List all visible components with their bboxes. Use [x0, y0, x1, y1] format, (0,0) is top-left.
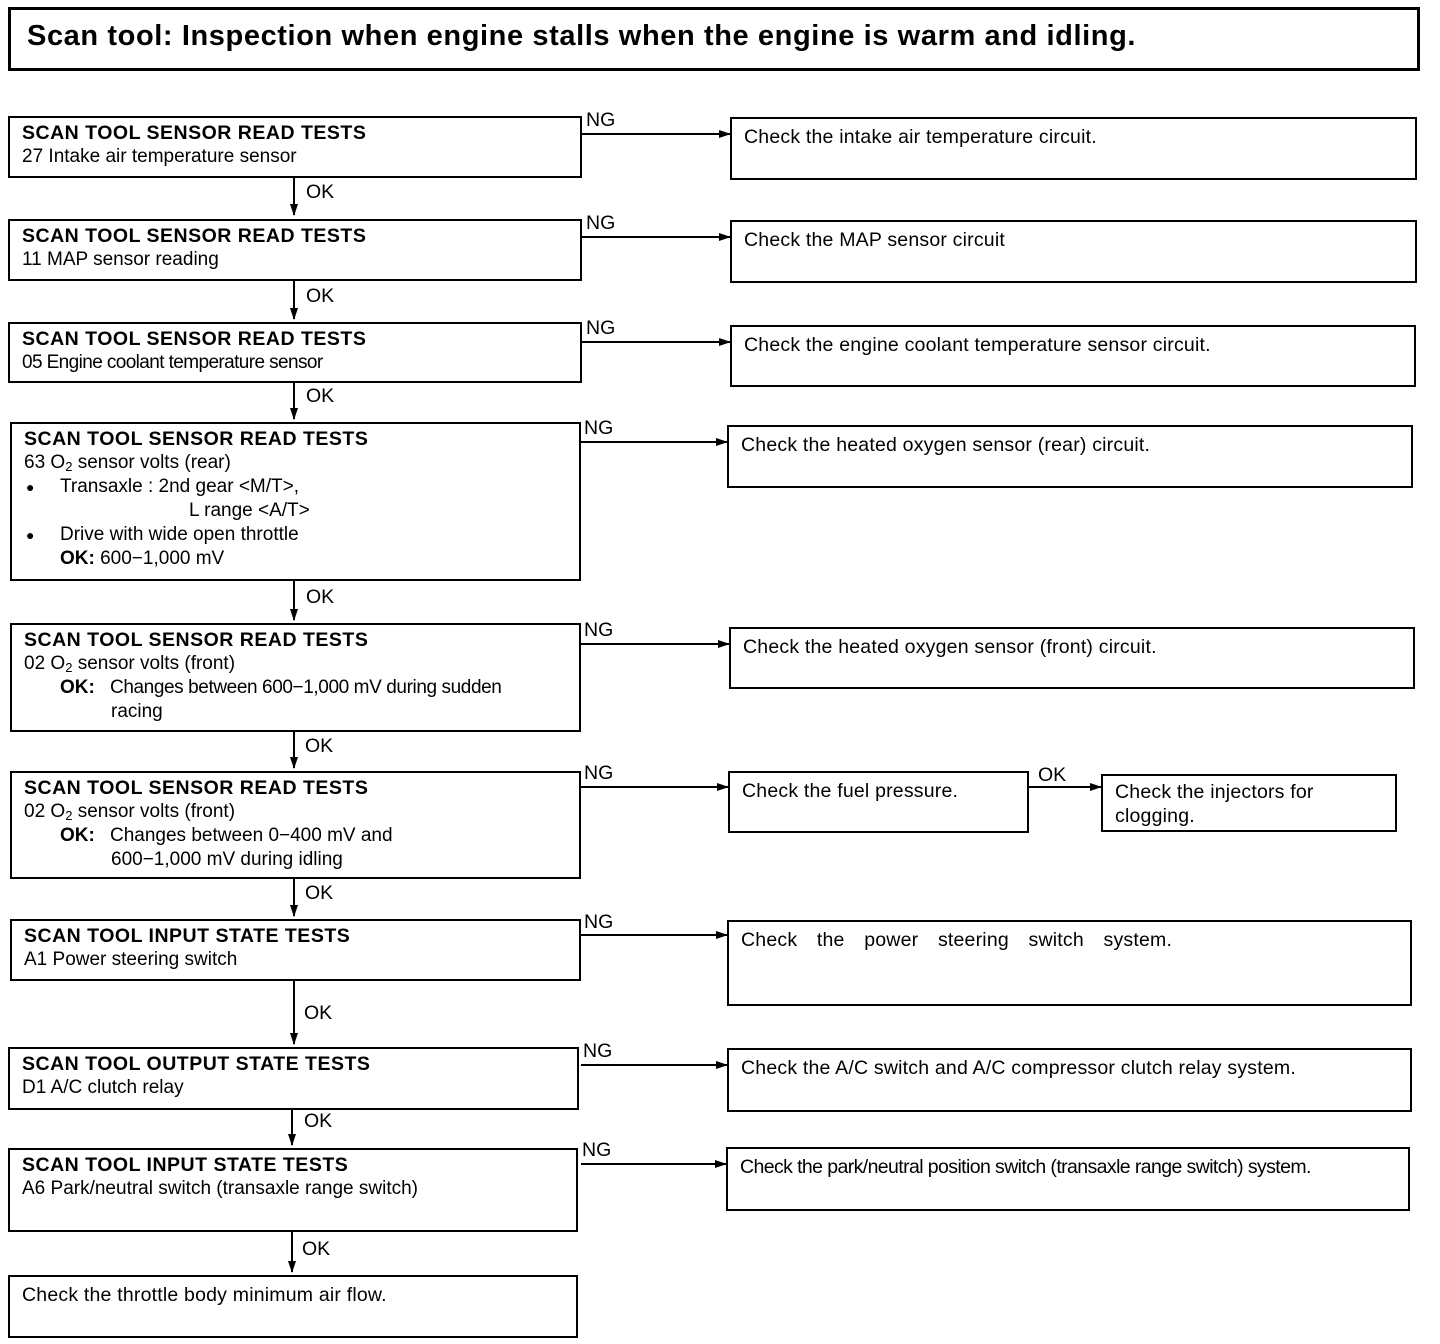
ok-label-4: OK [306, 586, 335, 608]
ng-action-text: Check the engine coolant temperature sensor circuit. [744, 334, 1211, 356]
test-heading: SCAN TOOL INPUT STATE TESTS [24, 925, 351, 947]
ng-action-text: Check the power steering switch system. [741, 929, 1173, 951]
test-item: 27 Intake air temperature sensor [22, 146, 297, 167]
test-heading: SCAN TOOL SENSOR READ TESTS [24, 629, 369, 651]
ng-ok-action-line1: Check the injectors for [1115, 781, 1314, 803]
test-heading: SCAN TOOL OUTPUT STATE TESTS [22, 1053, 371, 1075]
test-box-5 [10, 623, 581, 732]
ng-action-box-6 [728, 771, 1029, 833]
ng-action-text: Check the intake air temperature circuit. [744, 126, 1097, 148]
ok-label-3: OK [306, 385, 335, 407]
ng-action-text: Check the A/C switch and A/C compressor clutch relay system. [741, 1057, 1296, 1079]
ng-action-text: Check the heated oxygen sensor (front) circuit. [743, 636, 1157, 658]
ok-label-9: OK [302, 1238, 331, 1260]
test-heading: SCAN TOOL SENSOR READ TESTS [22, 225, 367, 247]
ng-action-text: Check the park/neutral position switch (transaxle range switch) system. [740, 1156, 1311, 1178]
ok-label-8: OK [304, 1110, 333, 1132]
test-heading: SCAN TOOL INPUT STATE TESTS [22, 1154, 349, 1176]
test-heading: SCAN TOOL SENSOR READ TESTS [22, 122, 367, 144]
ng-action-box-3 [730, 325, 1416, 387]
ok-criteria: OK: 600−1,000 mV [60, 548, 225, 569]
ng-action-box-7 [727, 920, 1412, 1006]
ng-action-text: Check the heated oxygen sensor (rear) circuit. [741, 434, 1151, 456]
ok-label-fuel: OK [1038, 764, 1067, 786]
ok-label-6: OK [305, 882, 334, 904]
fuel-ok-action-box [1101, 774, 1397, 832]
ng-label-8: NG [583, 1040, 613, 1062]
ok-criteria-continued: racing [111, 701, 163, 722]
test-box-1 [8, 116, 582, 178]
ok-label-7: OK [304, 1002, 333, 1024]
test-item: 11 MAP sensor reading [22, 249, 219, 270]
condition-continued: L range <A/T> [189, 500, 310, 521]
test-box-8 [8, 1047, 579, 1110]
ng-label-3: NG [586, 317, 616, 339]
ng-label-9: NG [582, 1139, 612, 1161]
ok-criteria-continued: 600−1,000 mV during idling [111, 849, 343, 870]
ng-action-text: Check the MAP sensor circuit [744, 229, 1006, 251]
test-item: 63 $O_2$ sensor volts (rear) [24, 452, 231, 474]
ok-criteria: OK: Changes between 0−400 mV and [60, 825, 393, 846]
ng-label-5: NG [584, 619, 614, 641]
test-box-6 [10, 771, 581, 879]
test-item: 02 $O_2$ sensor volts (front) [24, 801, 236, 823]
ng-action-box-5 [729, 627, 1415, 689]
test-item: 02 $O_2$ sensor volts (front) [24, 653, 236, 675]
test-box-3 [8, 322, 582, 383]
test-heading: SCAN TOOL SENSOR READ TESTS [24, 777, 369, 799]
test-box-4 [10, 422, 581, 581]
test-box-9 [8, 1148, 578, 1232]
ok-label-5: OK [305, 735, 334, 757]
ng-label-4: NG [584, 417, 614, 439]
test-box-7 [10, 919, 581, 981]
ng-label-6: NG [584, 762, 614, 784]
final-action-box [8, 1275, 578, 1338]
ng-action-box-4 [727, 425, 1413, 488]
ok-label-2: OK [306, 285, 335, 307]
test-item: D1 A/C clutch relay [22, 1077, 184, 1098]
ng-label-7: NG [584, 911, 614, 933]
ng-action-box-8 [727, 1048, 1412, 1112]
test-heading: SCAN TOOL SENSOR READ TESTS [22, 328, 367, 350]
test-item: A1 Power steering switch [24, 949, 238, 970]
page-title: Scan tool: Inspection when engine stalls when the engine is warm and idling. [27, 20, 1137, 52]
ng-action-box-1 [730, 117, 1417, 180]
ng-action-box-2 [730, 220, 1417, 283]
test-item: 05 Engine coolant temperature sensor [22, 352, 323, 373]
ng-label-1: NG [586, 109, 616, 131]
final-action-text: Check the throttle body minimum air flow. [22, 1284, 387, 1306]
ng-ok-action-line2: clogging. [1115, 805, 1195, 827]
ok-criteria: OK: Changes between 600−1,000 mV during sudden [60, 677, 502, 698]
ng-action-box-9 [726, 1147, 1410, 1211]
condition-bullet: ● Transaxle : 2nd gear <M/T>, [24, 475, 579, 499]
ng-action-text: Check the fuel pressure. [742, 780, 959, 802]
test-item: A6 Park/neutral switch (transaxle range switch) [22, 1178, 418, 1199]
ok-label-1: OK [306, 181, 335, 203]
condition-bullet: ● Drive with wide open throttle [24, 523, 579, 547]
test-heading: SCAN TOOL SENSOR READ TESTS [24, 428, 369, 450]
test-box-2 [8, 219, 582, 281]
ng-label-2: NG [586, 212, 616, 234]
